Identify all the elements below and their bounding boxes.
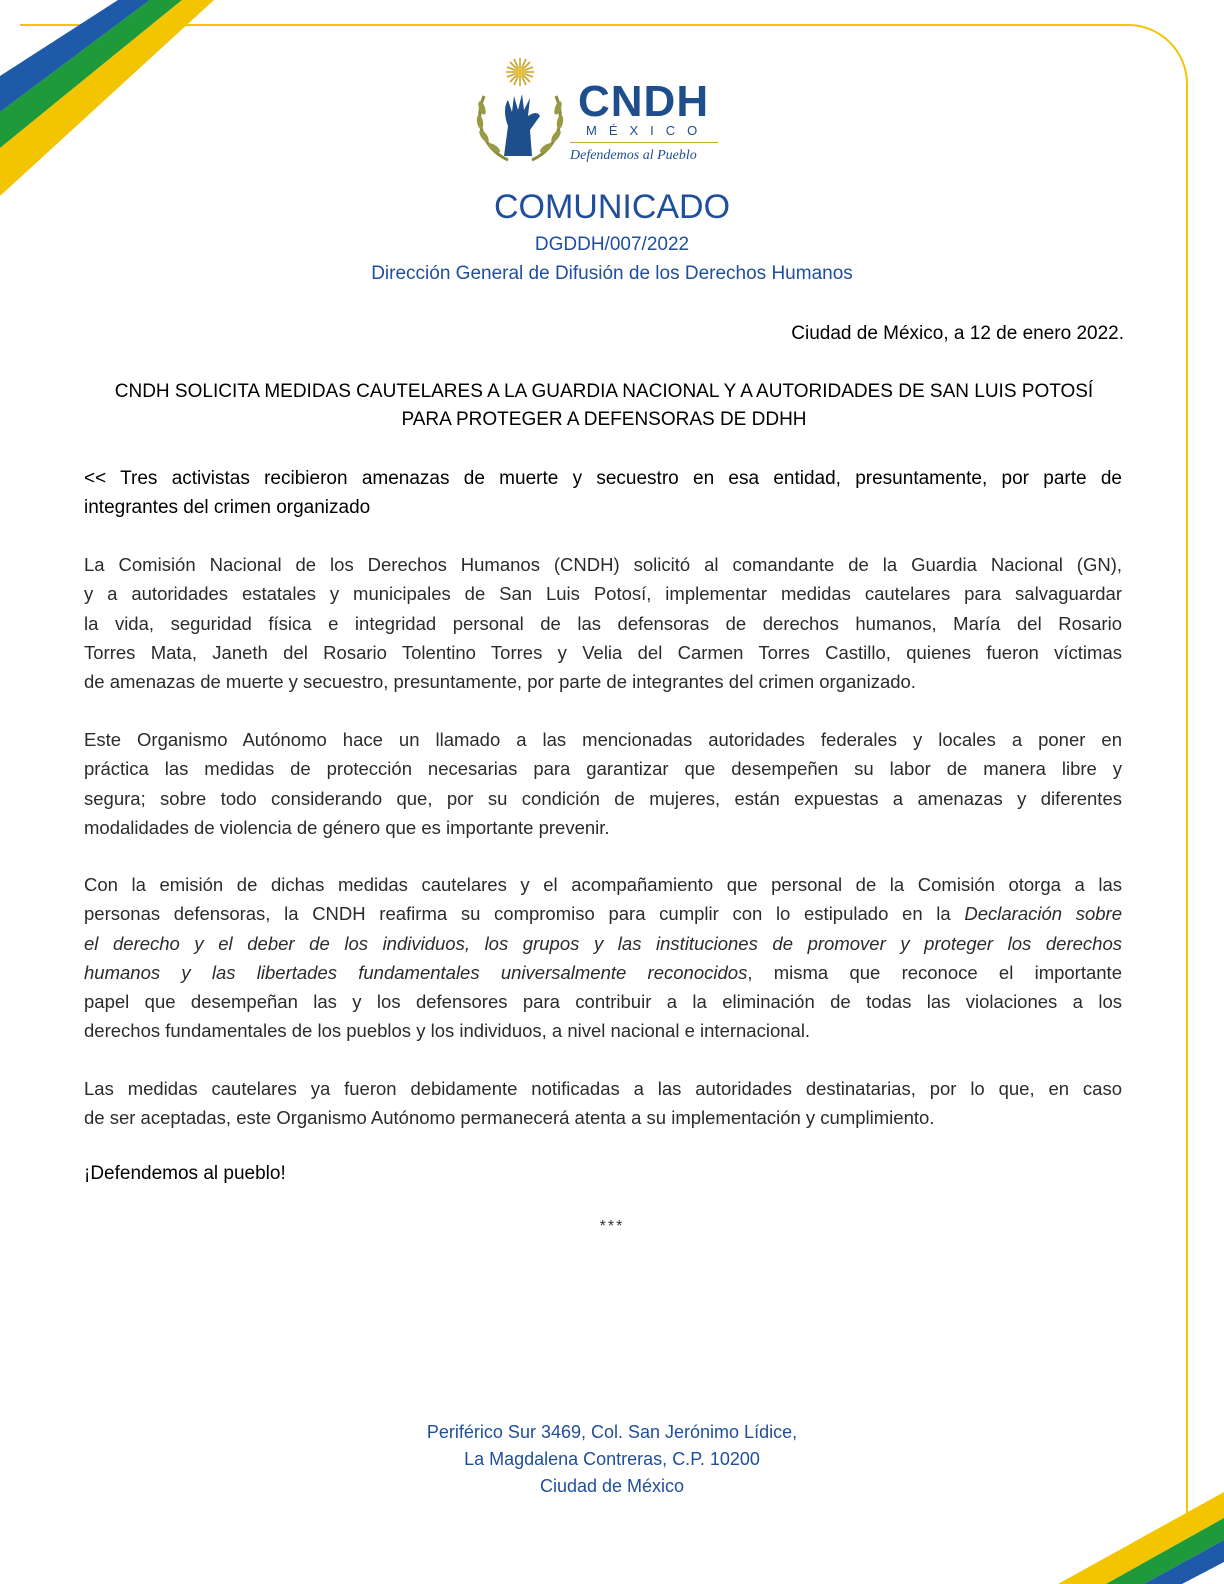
footer-address-line: La Magdalena Contreras, C.P. 10200 xyxy=(464,1449,760,1469)
paragraph-line: Con la emisión de dichas medidas cautelares y el acompañamiento que personal de la Comisión otorga a las xyxy=(84,874,1122,895)
document-title: COMUNICADO xyxy=(493,188,731,226)
cndh-logo xyxy=(474,56,734,172)
logo-wordmark: CNDH xyxy=(578,77,710,126)
subheadline-line: integrantes del crimen organizado xyxy=(84,497,371,519)
declaration-title: humanos y las libertades fundamentales universalmente reconocidos xyxy=(84,961,748,983)
date-line: Ciudad de México, a 12 de enero 2022. xyxy=(791,323,1124,344)
paragraph-line xyxy=(84,899,1122,928)
declaration-title: Declaración sobre xyxy=(964,903,1122,925)
paragraph-line: modalidades de violencia de género que es importante prevenir. xyxy=(84,816,610,838)
headline-line: CNDH SOLICITA MEDIDAS CAUTELARES A LA GUARDIA NACIONAL Y A AUTORIDADES DE SAN LUIS POTOSÍ xyxy=(114,381,1094,402)
footer-address-line: Periférico Sur 3469, Col. San Jerónimo Lídice, xyxy=(426,1422,798,1442)
paragraph-line: la vida, seguridad física e integridad personal de las defensoras de derechos humanos, María del Rosario xyxy=(84,612,1122,634)
footer-address-line: Ciudad de México xyxy=(539,1476,685,1496)
subheadline xyxy=(84,464,1122,523)
paragraph-line: y a autoridades estatales y municipales de San Luis Potosí, implementar medidas cautelares para salvaguardar xyxy=(84,583,1122,605)
paragraph-line: práctica las medidas de protección necesarias para garantizar que desempeñen su labor de manera libre y xyxy=(84,758,1122,780)
paragraph-line xyxy=(84,958,1122,987)
paragraph-line: Torres Mata, Janeth del Rosario Tolentino Torres y Velia del Carmen Torres Castillo, quienes fueron víctimas xyxy=(84,641,1122,663)
sun-hand-laurel-icon xyxy=(474,56,570,172)
paragraph-line xyxy=(84,929,1122,958)
paragraph-4 xyxy=(84,1074,1122,1133)
paragraph-line: de amenazas de muerte y secuestro, presuntamente, por parte de integrantes del crimen organizado. xyxy=(84,671,916,693)
logo-divider xyxy=(570,142,718,143)
headline-line: PARA PROTEGER A DEFENSORAS DE DDHH xyxy=(401,409,807,430)
paragraph-1 xyxy=(84,550,1122,696)
document-reference: DGDDH/007/2022 xyxy=(534,234,690,255)
paragraph-line: segura; sobre todo considerando que, por su condición de mujeres, están expuestas a amenazas y diferentes xyxy=(84,787,1122,809)
logo-country: MÉXICO xyxy=(586,123,710,138)
paragraph-text: personas defensoras, la CNDH reafirma su compromiso para cumplir con lo estipulado en la xyxy=(84,903,965,925)
paragraph-line: La Comisión Nacional de los Derechos Humanos (CNDH) solicitó al comandante de la Guardia Nacional (GN), xyxy=(84,554,1122,575)
subheadline-line: << Tres activistas recibieron amenazas de muerte y secuestro en esa entidad, presuntamente, por parte de xyxy=(84,468,1122,489)
paragraph-line: papel que desempeñan las y los defensores para contribuir a la eliminación de todas las violaciones a los xyxy=(84,991,1122,1013)
paragraph-line: Este Organismo Autónomo hace un llamado a las mencionadas autoridades federales y locales a poner en xyxy=(84,729,1122,750)
paragraph-line: Las medidas cautelares ya fueron debidamente notificadas a las autoridades destinatarias, por lo que, en caso xyxy=(84,1078,1122,1099)
paragraph-text: , misma que reconoce el importante xyxy=(747,961,1122,983)
paragraph-line: de ser aceptadas, este Organismo Autónomo permanecerá atenta a su implementación y cumplimiento. xyxy=(84,1107,935,1129)
section-separator: *** xyxy=(599,1218,625,1235)
closing-slogan: ¡Defendemos al pueblo! xyxy=(84,1163,286,1184)
issuing-department: Dirección General de Difusión de los Derechos Humanos xyxy=(371,263,853,284)
logo-slogan: Defendemos al Pueblo xyxy=(570,148,697,163)
paragraph-3 xyxy=(84,870,1122,1046)
declaration-title: el derecho y el deber de los individuos, los grupos y las instituciones de promover y proteger los derechos xyxy=(84,932,1122,954)
press-headline xyxy=(86,378,1122,434)
paragraph-2 xyxy=(84,725,1122,842)
paragraph-line: derechos fundamentales de los pueblos y los individuos, a nivel nacional e internacional. xyxy=(84,1020,811,1042)
